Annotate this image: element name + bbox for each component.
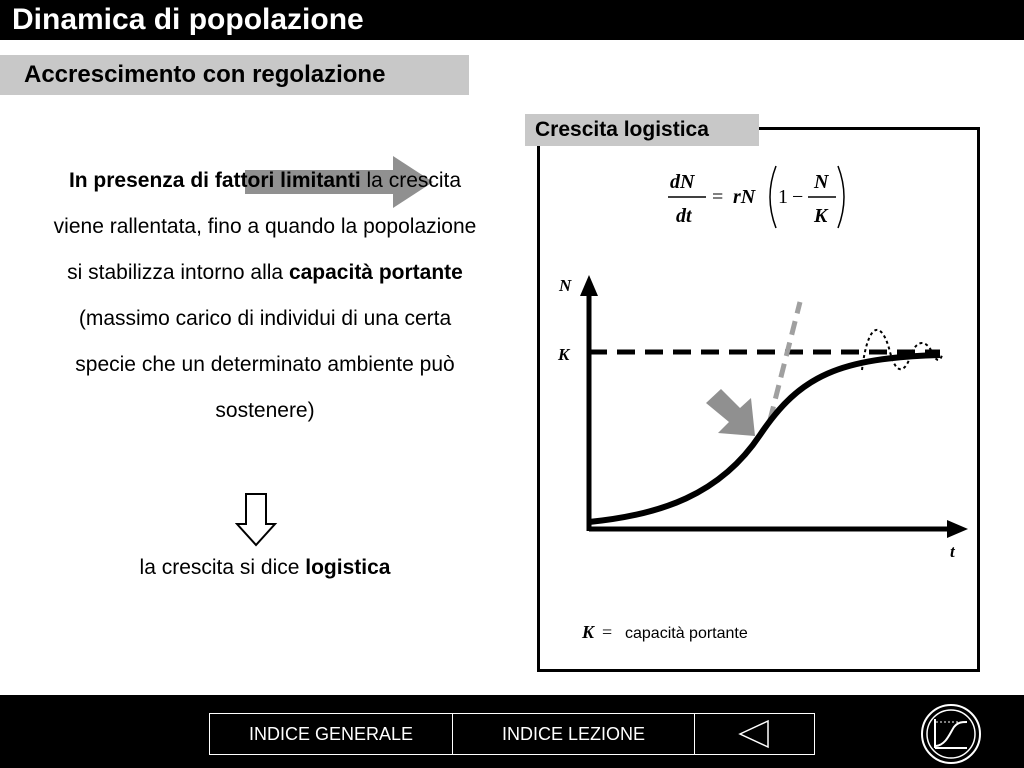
logistic-formula <box>668 166 844 228</box>
legend-eq: = <box>602 622 613 642</box>
formula-K: K <box>814 205 828 227</box>
axis-y-label: N <box>559 276 572 295</box>
formula-N: N <box>814 171 829 193</box>
text-in-presenza: In presenza di <box>68 169 209 192</box>
conclusion-bold: logistica <box>305 556 391 579</box>
axis-x-label: t <box>950 542 955 561</box>
formula-one: 1 <box>778 186 788 208</box>
indice-lezione-button[interactable]: INDICE LEZIONE <box>452 714 694 754</box>
conclusion-pre: la crescita si dice <box>139 556 300 579</box>
nav-bar <box>209 713 815 755</box>
logistic-logo-icon[interactable] <box>920 703 982 765</box>
back-triangle-icon <box>738 719 772 749</box>
formula-minus: − <box>792 186 804 208</box>
figure-label: Crescita logistica <box>535 118 709 141</box>
text-crescita: la crescita viene rallentata, fino a quando la popolazione si stabilizza intorno alla <box>53 169 477 284</box>
logistic-curve <box>589 355 940 522</box>
text-fattori-limitanti: fattori limitanti <box>214 169 361 192</box>
page-title: Dinamica di popolazione <box>12 3 364 36</box>
y-axis-arrow-icon <box>580 275 598 296</box>
legend-text: capacità portante <box>625 625 748 642</box>
formula-rN: rN <box>733 186 756 208</box>
legend-symbol: K <box>582 622 595 642</box>
back-button[interactable] <box>694 714 814 754</box>
section-subtitle: Accrescimento con regolazione <box>24 61 386 88</box>
formula-dt: dt <box>676 205 692 227</box>
x-axis-arrow-icon <box>947 520 968 538</box>
text-capacita-portante: capacità portante <box>288 261 463 284</box>
formula-eq: = <box>712 186 724 208</box>
inflection-arrow-icon <box>706 389 755 436</box>
indice-generale-button[interactable]: INDICE GENERALE <box>248 723 414 744</box>
formula-dN: dN <box>670 171 695 193</box>
k-mark-label: K <box>558 345 570 364</box>
text-definition: (massimo carico di individui di una certa specie che un determinato ambiente può sostenere) <box>75 307 455 422</box>
